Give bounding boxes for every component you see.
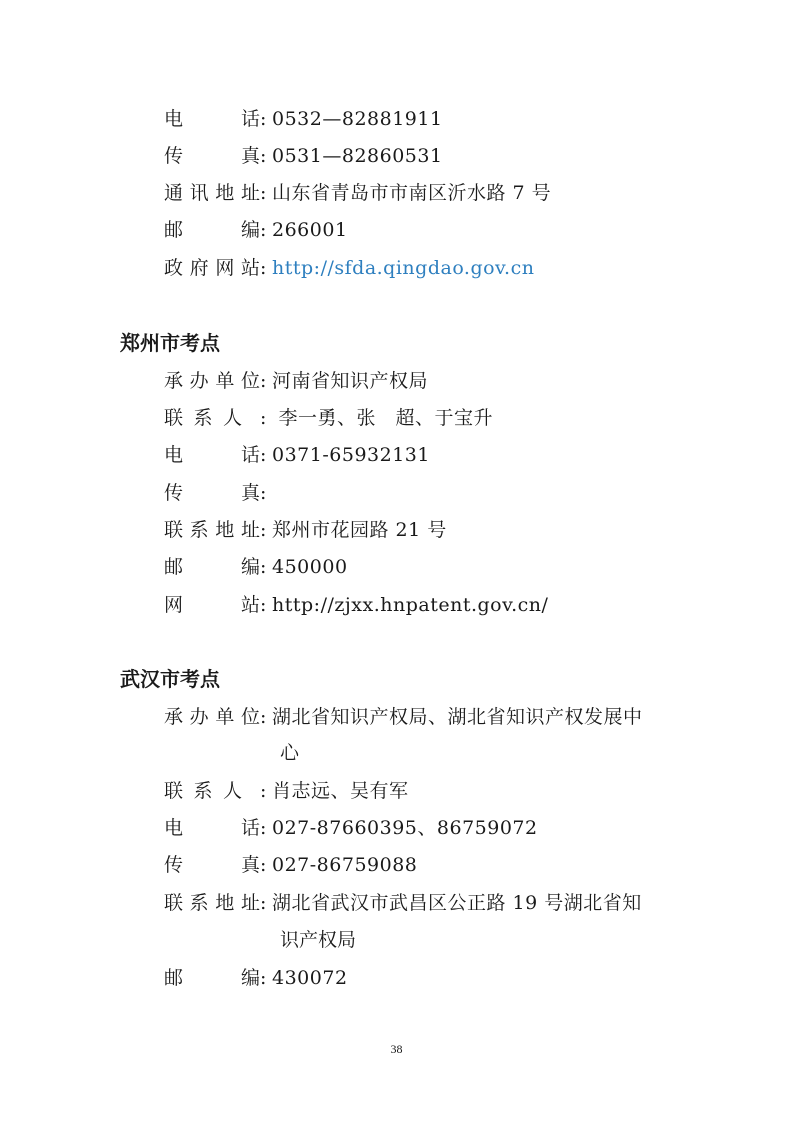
wuhan-phone-row <box>164 816 724 840</box>
qingdao-postcode-row <box>164 218 724 242</box>
wuhan-section-title: 武汉市考点 <box>120 667 220 691</box>
colon: : <box>260 892 267 914</box>
label-char: 址 <box>240 892 260 914</box>
label-char: 编 <box>240 556 260 578</box>
wuhan-contact: 肖志远、吴有军 <box>272 780 409 802</box>
wuhan-contact-row <box>164 779 724 803</box>
qingdao-website-link[interactable]: http://sfda.qingdao.gov.cn <box>272 257 535 279</box>
zhengzhou-organizer-row <box>164 369 724 393</box>
wuhan-address-line2: 识产权局 <box>280 929 357 951</box>
wuhan-organizer-row <box>164 705 724 729</box>
wuhan-postcode: 430072 <box>272 967 348 989</box>
field-label <box>164 144 260 168</box>
qingdao-website-row <box>164 256 724 280</box>
label-char: 网 <box>164 594 184 616</box>
zhengzhou-fax-row <box>164 481 724 505</box>
field-label <box>164 369 260 393</box>
colon: : <box>260 817 267 839</box>
wuhan-address-row <box>164 891 724 915</box>
label-char: 通 <box>164 182 184 204</box>
field-label <box>164 593 260 617</box>
colon: : <box>260 519 267 541</box>
label-char: 电 <box>164 108 184 130</box>
label-char: 人 <box>222 780 242 802</box>
label-char: 编 <box>240 967 260 989</box>
zhengzhou-organizer: 河南省知识产权局 <box>272 370 429 392</box>
label-char: 地 <box>215 519 235 541</box>
wuhan-fax: 027-86759088 <box>272 854 418 876</box>
wuhan-address-line1: 湖北省武汉市武昌区公正路 19 号湖北省知 <box>272 892 642 914</box>
label-char: 办 <box>189 706 209 728</box>
label-char: 邮 <box>164 219 184 241</box>
label-char: 真 <box>240 854 260 876</box>
wuhan-organizer-line1: 湖北省知识产权局、湖北省知识产权发展中 <box>272 706 643 728</box>
label-char: 邮 <box>164 556 184 578</box>
label-char: 单 <box>215 370 235 392</box>
field-label <box>164 256 260 280</box>
label-char: 站 <box>240 257 260 279</box>
colon: : <box>260 706 267 728</box>
label-char: 单 <box>215 706 235 728</box>
label-char: 真 <box>240 145 260 167</box>
colon: : <box>260 444 267 466</box>
label-char: 位 <box>240 706 260 728</box>
label-char: 地 <box>215 182 235 204</box>
label-char: 系 <box>189 519 209 541</box>
label-char: 传 <box>164 482 184 504</box>
qingdao-fax: 0531—82860531 <box>272 145 443 167</box>
label-char: 位 <box>240 370 260 392</box>
zhengzhou-website-row <box>164 593 724 617</box>
zhengzhou-phone: 0371-65932131 <box>272 444 430 466</box>
label-char: 承 <box>164 370 184 392</box>
field-label <box>164 816 260 840</box>
label-char: 真 <box>240 482 260 504</box>
field-label <box>164 218 260 242</box>
colon: : <box>260 407 267 429</box>
label-char: 传 <box>164 145 184 167</box>
label-char: 邮 <box>164 967 184 989</box>
colon: : <box>260 108 267 130</box>
field-label <box>164 481 260 505</box>
label-char: 传 <box>164 854 184 876</box>
label-char: 网 <box>215 257 235 279</box>
label-char: 联 <box>164 892 184 914</box>
label-char: 系 <box>193 407 213 429</box>
field-label <box>164 779 242 803</box>
colon: : <box>260 182 267 204</box>
label-char: 话 <box>240 444 260 466</box>
zhengzhou-postcode: 450000 <box>272 556 348 578</box>
label-char: 联 <box>164 407 184 429</box>
field-label <box>164 891 260 915</box>
qingdao-address: 山东省青岛市市南区沂水路 7 号 <box>272 182 552 204</box>
field-label <box>164 443 260 467</box>
label-char: 联 <box>164 519 184 541</box>
field-label <box>164 181 260 205</box>
label-char: 承 <box>164 706 184 728</box>
qingdao-fax-row <box>164 144 724 168</box>
colon: : <box>260 219 267 241</box>
label-char: 话 <box>240 817 260 839</box>
colon: : <box>260 594 267 616</box>
colon: : <box>260 257 267 279</box>
colon: : <box>260 854 267 876</box>
zhengzhou-website[interactable]: http://zjxx.hnpatent.gov.cn/ <box>272 594 549 616</box>
field-label <box>164 518 260 542</box>
zhengzhou-section-title: 郑州市考点 <box>120 331 220 355</box>
field-label <box>164 107 260 131</box>
label-char: 站 <box>240 594 260 616</box>
colon: : <box>260 145 267 167</box>
zhengzhou-contact-row <box>164 406 724 430</box>
label-char: 址 <box>240 182 260 204</box>
wuhan-organizer-line2: 心 <box>280 742 300 764</box>
label-char: 电 <box>164 444 184 466</box>
colon: : <box>260 482 267 504</box>
colon: : <box>260 370 267 392</box>
field-label <box>164 966 260 990</box>
label-char: 编 <box>240 219 260 241</box>
label-char: 讯 <box>189 182 209 204</box>
page-number: 38 <box>390 1042 403 1056</box>
wuhan-fax-row <box>164 853 724 877</box>
zhengzhou-address: 郑州市花园路 21 号 <box>272 519 447 541</box>
zhengzhou-address-row <box>164 518 724 542</box>
label-char: 人 <box>222 407 242 429</box>
qingdao-phone: 0532—82881911 <box>272 108 443 130</box>
field-label <box>164 853 260 877</box>
qingdao-address-row <box>164 181 724 205</box>
field-label <box>164 406 242 430</box>
zhengzhou-phone-row <box>164 443 724 467</box>
label-char: 电 <box>164 817 184 839</box>
label-char: 话 <box>240 108 260 130</box>
field-label <box>164 555 260 579</box>
label-char: 办 <box>189 370 209 392</box>
field-label <box>164 705 260 729</box>
colon: : <box>260 780 267 802</box>
label-char: 联 <box>164 780 184 802</box>
label-char: 府 <box>189 257 209 279</box>
colon: : <box>260 967 267 989</box>
label-char: 系 <box>193 780 213 802</box>
label-char: 政 <box>164 257 184 279</box>
colon: : <box>260 556 267 578</box>
wuhan-postcode-row <box>164 966 724 990</box>
zhengzhou-contact: 李一勇、张 超、于宝升 <box>272 407 494 429</box>
label-char: 系 <box>189 892 209 914</box>
zhengzhou-postcode-row <box>164 555 724 579</box>
qingdao-phone-row <box>164 107 724 131</box>
wuhan-phone: 027-87660395、86759072 <box>272 817 538 839</box>
label-char: 址 <box>240 519 260 541</box>
qingdao-postcode: 266001 <box>272 219 348 241</box>
label-char: 地 <box>215 892 235 914</box>
